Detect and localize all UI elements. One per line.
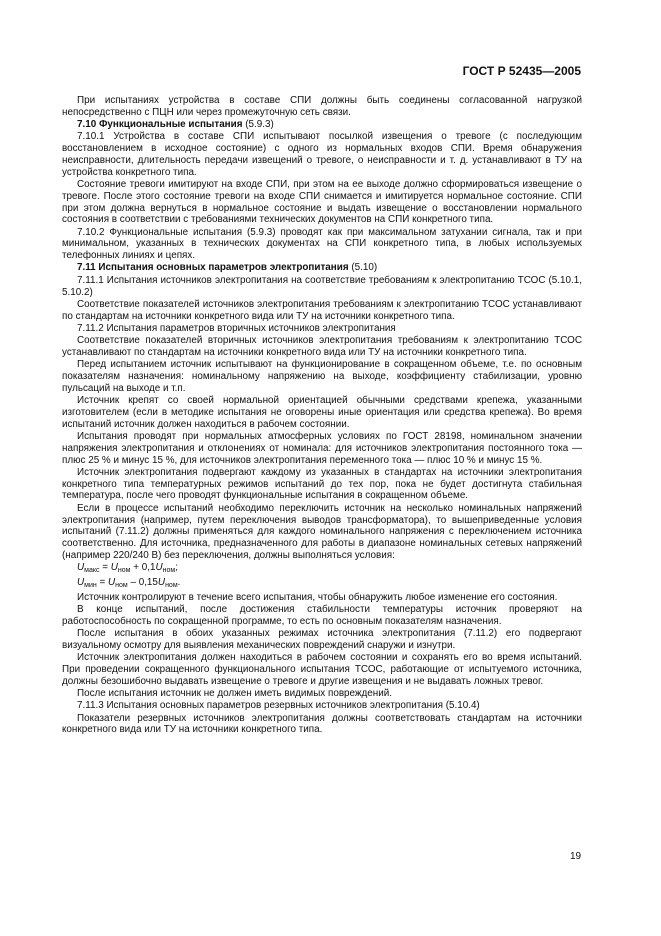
paragraph: В конце испытаний, после достижения стабильности температуры источник проверяют на работоспособность по сокращенной программе, то есть по основным показателям назначения. [62,604,582,627]
paragraph: Источник электропитания подвергают каждому из указанных в стандартах на источники электропитания конкретного типа температурных режимов испытаний до тех пор, пока не будет достигнута стабильная температура, после чего проводят функциональные испытания в сокращенном объеме. [62,466,582,502]
formula-umin [62,577,582,592]
paragraph: 7.11.3 Испытания основных параметров резервных источников электропитания (5.10.4) [77,700,480,712]
paragraph: Соответствие показателей вторичных источников электропитания требованиям к электропитанию ТСОС устанавливают по стандартам на источники конкретного вида или ТУ на источники конкретного типа. [62,335,582,359]
formula-var: U [110,562,118,574]
formula-op: ; [175,562,178,574]
paragraph: Перед испытанием источник испытывают на функционирование в сокращенном объеме, т.е. по основным показателям назначения: номинальному напряжению на выходе, коэффициенту стабилизации, уровню пульсаций на выходе и т.п. [62,359,582,394]
page-number: 19 [570,851,582,862]
paragraph: Испытания проводят при нормальных атмосферных условиях по ГОСТ 28198, номинальном значении напряжения электропитания и отклонениях от номинала: для источников электропитания постоянного тока — плюс 25 % и минус 15 %, для источников электропитания переменного тока — плюс 10 % и минус 15 %. [62,431,582,466]
document-body [62,95,582,737]
section-heading-title: 7.11 Испытания основных параметров электропитания [77,262,349,274]
paragraph: 7.11.2 Испытания параметров вторичных источников электропитания [77,323,396,334]
formula-subscript: мин [84,581,97,589]
document-id: ГОСТ Р 52435—2005 [462,64,581,78]
formula-var: U [157,576,166,588]
paragraph: 7.10.2 Функциональные испытания (5.9.3) проводят как при максимальном затухании сигнала, так и при минимальном, указанных в технических документах на СПИ конкретного типа, в любых используемых телефонных линиях и цепях. [62,226,582,262]
formula-var: U [155,562,163,574]
formula-subscript: макс [84,567,100,575]
paragraph: 7.11.1 Испытания источников электропитания на соответствие требованиям к электропитанию ТСОС (5.10.1, 5.10.2) [62,274,582,298]
formula-subscript: ном [115,581,128,589]
formula-var: U [77,562,85,574]
formula-subscript: ном [165,581,178,589]
paragraph: Состояние тревоги имитируют на входе СПИ, при этом на ее выходе должно сформироваться извещение о тревоге. После этого состояние тревоги на входе СПИ снимается и имитируется нормальное состояние. СПИ при этом должна вернуться в нормальное состояние и выдать извещение о восстановлении нормального состояния в соответствии с требованиями технических документов на СПИ конкретного типа. [62,179,582,226]
formula-op: = [96,576,108,588]
formula-op: + 0,1 [130,562,156,574]
formula-var: U [108,576,116,588]
paragraph: Соответствие показателей источников электропитания требованиям к электропитанию ТСОС устанавливают по стандартам на источники конкретного вида или ТУ на источники конкретного типа. [62,298,582,322]
formula-subscript: ном [162,567,176,575]
formula-op: – 0,15 [127,576,158,588]
formula-op: = [99,562,111,574]
section-heading-title: 7.10 Функциональные испытания [77,119,243,131]
formula-umax [62,562,582,577]
section-heading-ref: (5.10) [348,262,378,274]
paragraph: Если в процессе испытаний необходимо переключить источник на несколько номинальных напряжений электропитания (например, путем переключения выводов трансформатора), то вышеприведенные условия испытаний (7.11.2) должны применяться для каждого номинального напряжения с переключением источника соответственно. Для источника, предназначенного для работы в диапазоне номинальных сетевых напряжений (например 220/240 В) без переключения, должны выполняться условия: [62,502,582,561]
paragraph: Источник электропитания должен находиться в рабочем состоянии и сохранять его во время испытаний. При проведении сокращенного функционального испытания ТСОС, работающие от испытуемого источника, должны безошибочно выдавать извещение о тревоге и другие извещения и не выдавать ложных тревог. [62,652,582,687]
formula-subscript: ном [117,567,131,575]
paragraph: Показатели резервных источников электропитания должны соответствовать стандартам на источники конкретного вида или ТУ на источники конкретного типа. [62,712,582,736]
formula-var: U [77,576,85,588]
formula-op: . [177,576,181,588]
paragraph: Источник крепят со своей нормальной ориентацией обычными средствами крепежа, указанными изготовителем (если в методике испытания не оговорены иные ориентация или средства крепежа). Во время испытаний источник должен находиться в рабочем состоянии. [62,395,582,430]
section-heading-7-10 [62,119,582,131]
paragraph: После испытания в обоих указанных режимах источника электропитания (7.11.2) его подвергают визуальному осмотру для выявления механических повреждений снаружи и изнутри. [62,628,582,651]
section-heading-7-11 [62,262,582,274]
paragraph: После испытания источник не должен иметь видимых повреждений. [77,688,393,700]
paragraph: Источник контролируют в течение всего испытания, чтобы обнаружить любое изменение его состояния. [77,591,558,603]
section-heading-ref: (5.9.3) [242,119,274,131]
paragraph: 7.10.1 Устройства в составе СПИ испытывают посылкой извещения о тревоге (с последующим восстановлением в исходное состояние) с одного из нормальных входов СПИ. Время обнаружения неисправности, длительность передачи извещений о тревоге, о неисправности и т. д. устанавливают в ТУ на устройства конкретного типа. [62,131,582,178]
paragraph: При испытаниях устройства в составе СПИ должны быть соединены согласованной нагрузкой непосредственно с ПЦН или через промежуточную сеть связи. [62,95,582,118]
